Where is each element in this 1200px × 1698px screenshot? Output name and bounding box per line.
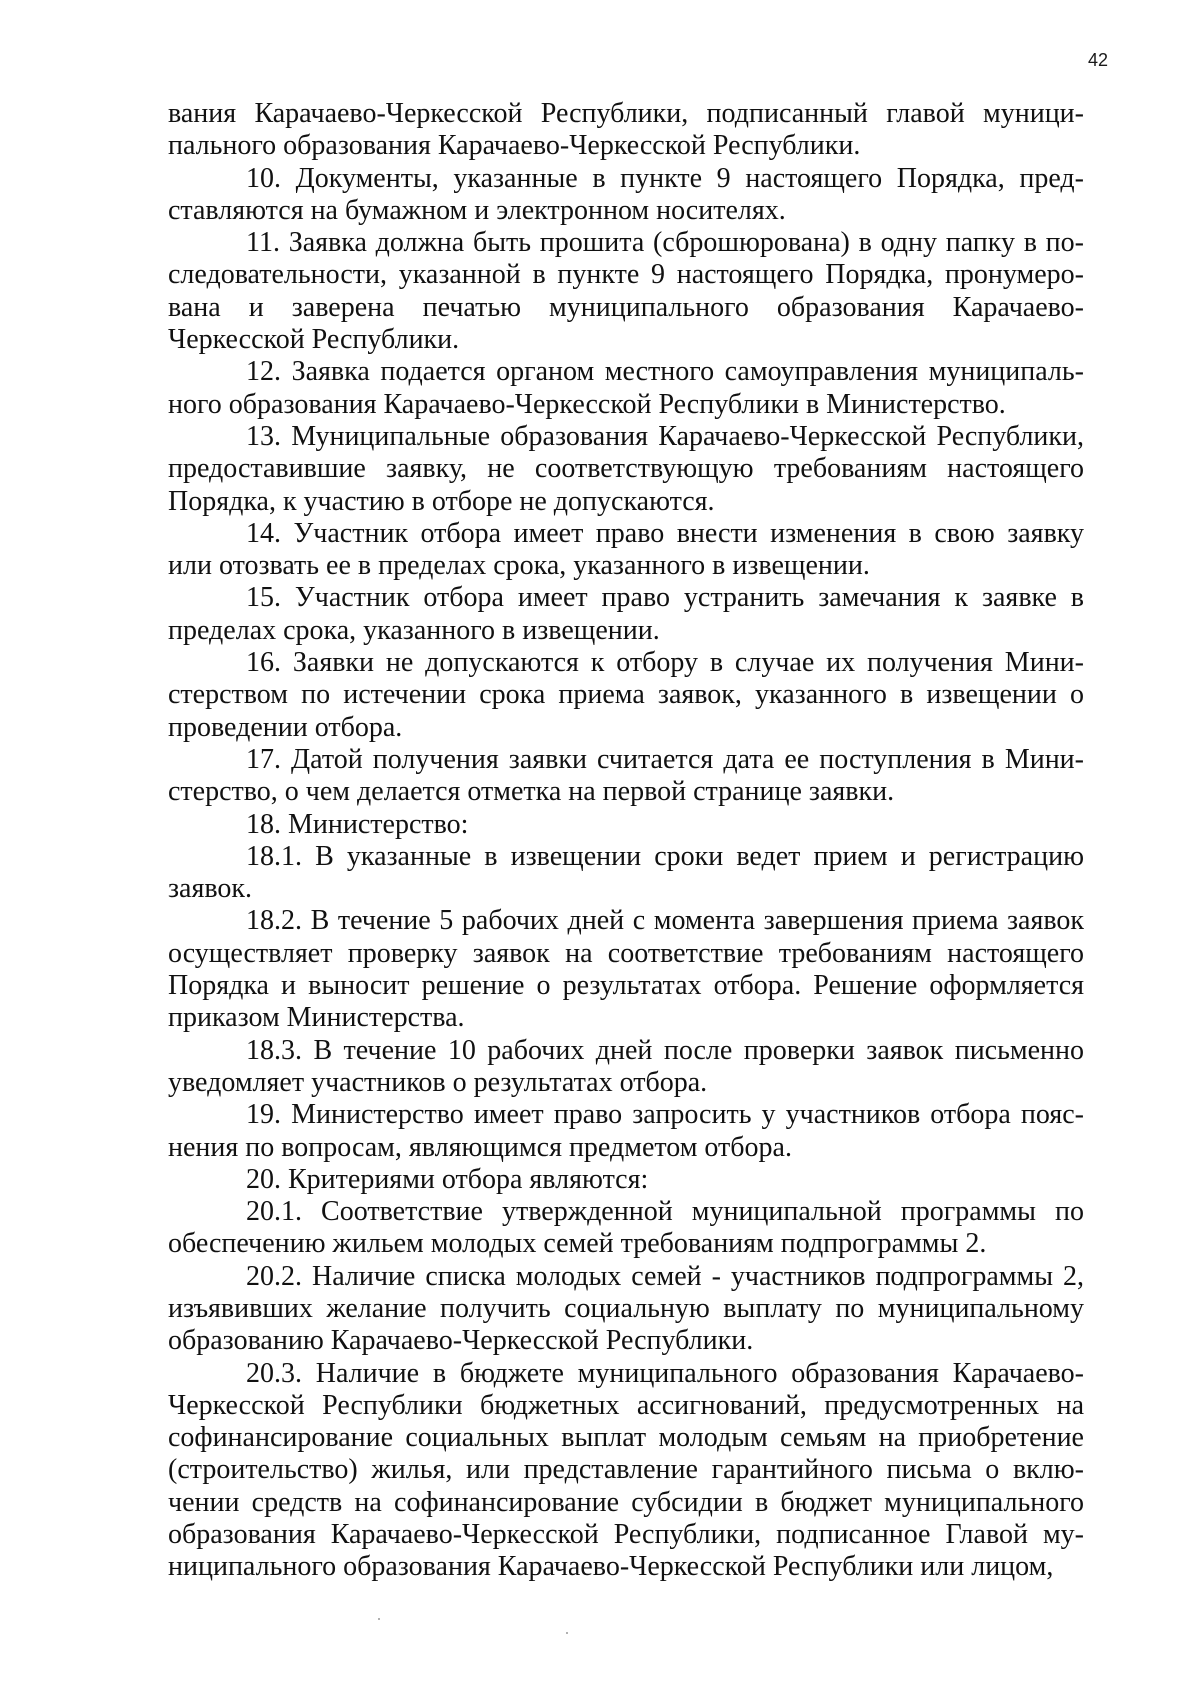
paragraph: вания Карачаево-Черкесской Республики, подписанный главой муниципального образования Карачаево-Черкесской Республики. [168,98,1084,162]
paragraph: 18.1. В указанные в извещении сроки ведет прием и регистрацию заявок. [168,840,1084,905]
paragraph: 12. Заявка подается органом местного самоуправления муниципального образования Карачаево-Черкесской Республики в Министерство. [168,356,1084,420]
paragraph: 18.2. В течение 5 рабочих дней с момента завершения приема заявок осуществляет проверку заявок на соответствие требованиям настоящего Порядка и выносит решение о результатах отбора. Решение оформляется приказом Министерства. [168,905,1084,1034]
paragraph: 13. Муниципальные образования Карачаево-Черкесской Республики, предоставившие заявку, не соответствующую требованиям настоящего Порядка, к участию в отборе не допускаются. [168,420,1084,517]
paragraph: 20.1. Соответствие утвержденной муниципальной программы по обеспечению жильем молодых семей требованиям подпрограммы 2. [168,1196,1084,1260]
paragraph: 15. Участник отбора имеет право устранить замечания к заявке в пределах срока, указанного в извещении. [168,582,1084,646]
paragraph: 18. Министерство: [246,808,469,840]
paragraph: 20.2. Наличие списка молодых семей - участников подпрограммы 2, изъявивших желание получить социальную выплату по муниципальному образованию Карачаево-Черкесской Республики. [168,1260,1084,1357]
paragraph: 11. Заявка должна быть прошита (сброшюрована) в одну папку в последовательности, указанной в пункте 9 настоящего Порядка, пронумерована и заверена печатью муниципального образования Карачаево-Черкесской Республики. [168,227,1084,356]
scan-speck [378,1618,380,1620]
paragraph: 16. Заявки не допускаются к отбору в случае их получения Министерством по истечении срока приема заявок, указанного в извещении о проведении отбора. [168,647,1084,743]
paragraph: 17. Датой получения заявки считается дата ее поступления в Министерство, о чем делается отметка на первой странице заявки. [168,743,1084,808]
paragraph: 20. Критериями отбора являются: [246,1163,649,1195]
paragraph: 20.3. Наличие в бюджете муниципального образования Карачаево-Черкесской Республики бюджетных ассигнований, предусмотренных на софинансирование социальных выплат молодым семьям на приобретение (строительство) жилья, или представление гарантийного письма о включении средств на софинансирование субсидии в бюджет муниципального образования Карачаево-Черкесской Республики, подписанное Главой муниципального образования Карачаево-Черкесской Республики или лицом, [168,1357,1084,1583]
paragraph: 19. Министерство имеет право запросить у участников отбора пояснения по вопросам, являющимся предметом отбора. [168,1099,1084,1163]
scan-speck [566,1632,568,1634]
page-number: 42 [1087,50,1108,70]
document-body [168,98,1084,1584]
paragraph: 10. Документы, указанные в пункте 9 настоящего Порядка, представляются на бумажном и электронном носителях. [168,162,1084,226]
paragraph: 14. Участник отбора имеет право внести изменения в свою заявку или отозвать ее в пределах срока, указанного в извещении. [168,517,1084,582]
paragraph: 18.3. В течение 10 рабочих дней после проверки заявок письменно уведомляет участников о результатах отбора. [168,1034,1084,1098]
